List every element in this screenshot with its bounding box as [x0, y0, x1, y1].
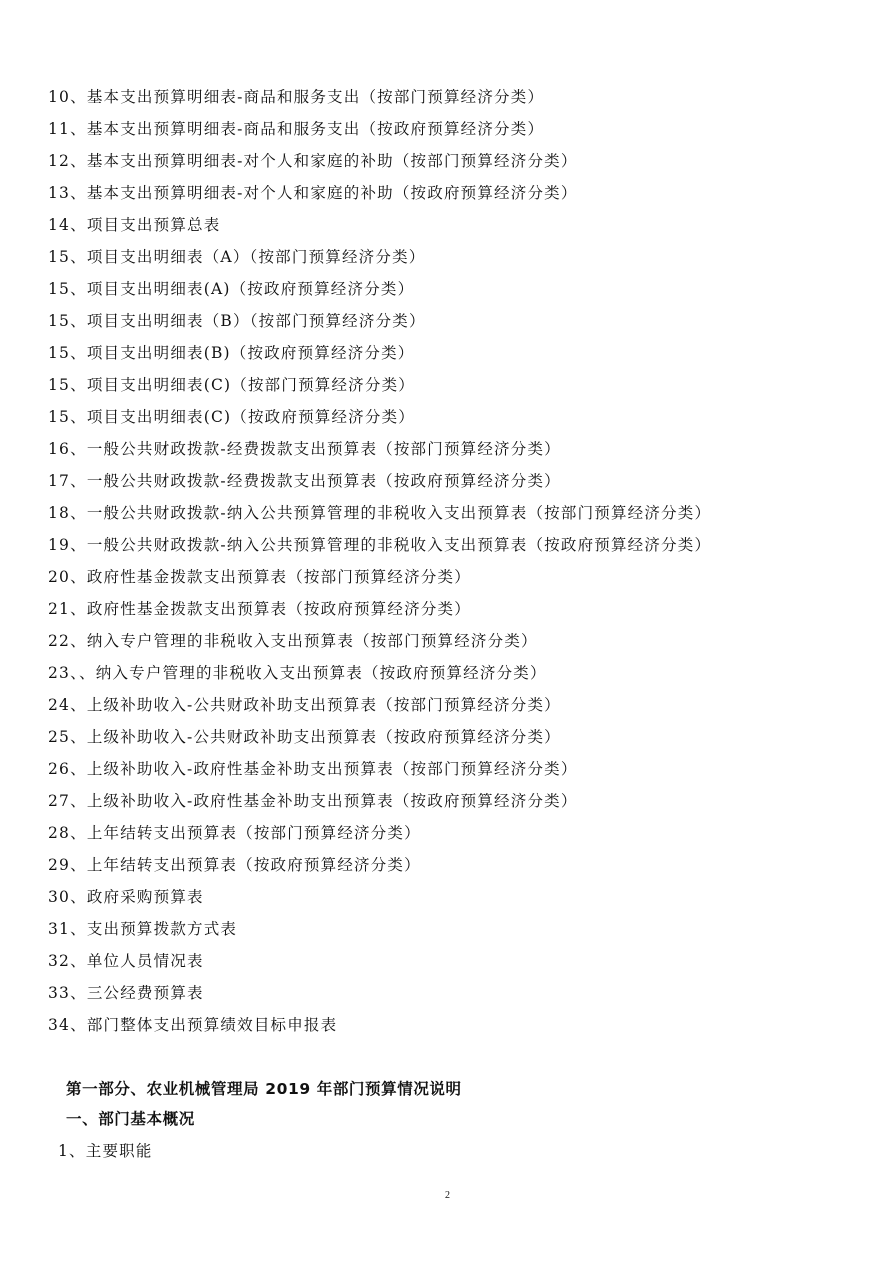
- toc-item: 12、基本支出预算明细表-对个人和家庭的补助（按部门预算经济分类）: [48, 152, 578, 170]
- toc-item: 29、上年结转支出预算表（按政府预算经济分类）: [48, 856, 421, 874]
- section-part-one: [58, 1076, 462, 1168]
- subsection-title: 一、部门基本概况: [66, 1110, 195, 1128]
- toc-item: 15、项目支出明细表(A)（按政府预算经济分类）: [48, 280, 415, 298]
- toc-item: 15、项目支出明细表（B）（按部门预算经济分类）: [48, 312, 426, 330]
- toc-item: 23、、纳入专户管理的非税收入支出预算表（按政府预算经济分类）: [48, 664, 547, 682]
- toc-item: 34、部门整体支出预算绩效目标申报表: [48, 1016, 338, 1034]
- toc-item: 21、政府性基金拨款支出预算表（按政府预算经济分类）: [48, 600, 471, 618]
- toc-item: 25、上级补助收入-公共财政补助支出预算表（按政府预算经济分类）: [48, 728, 561, 746]
- toc-item: 32、单位人员情况表: [48, 952, 204, 970]
- section-title: 第一部分、农业机械管理局 2019 年部门预算情况说明: [66, 1080, 462, 1098]
- toc-item: 31、支出预算拨款方式表: [48, 920, 238, 938]
- table-of-contents: [48, 84, 711, 1044]
- toc-item: 15、项目支出明细表(B)（按政府预算经济分类）: [48, 344, 415, 362]
- toc-item: 16、一般公共财政拨款-经费拨款支出预算表（按部门预算经济分类）: [48, 440, 561, 458]
- toc-item: 20、政府性基金拨款支出预算表（按部门预算经济分类）: [48, 568, 471, 586]
- item-title: 1、主要职能: [58, 1142, 153, 1160]
- toc-item: 19、一般公共财政拨款-纳入公共预算管理的非税收入支出预算表（按政府预算经济分类）: [48, 536, 712, 554]
- toc-item: 28、上年结转支出预算表（按部门预算经济分类）: [48, 824, 421, 842]
- toc-item: 10、基本支出预算明细表-商品和服务支出（按部门预算经济分类）: [48, 88, 545, 106]
- toc-item: 14、项目支出预算总表: [48, 216, 221, 234]
- toc-item: 11、基本支出预算明细表-商品和服务支出（按政府预算经济分类）: [48, 120, 545, 138]
- toc-item: 15、项目支出明细表（A）（按部门预算经济分类）: [48, 248, 426, 266]
- toc-item: 13、基本支出预算明细表-对个人和家庭的补助（按政府预算经济分类）: [48, 184, 578, 202]
- toc-item: 18、一般公共财政拨款-纳入公共预算管理的非税收入支出预算表（按部门预算经济分类）: [48, 504, 712, 522]
- toc-item: 33、三公经费预算表: [48, 984, 204, 1002]
- toc-item: 15、项目支出明细表(C)（按部门预算经济分类）: [48, 376, 415, 394]
- toc-item: 22、纳入专户管理的非税收入支出预算表（按部门预算经济分类）: [48, 632, 538, 650]
- toc-item: 26、上级补助收入-政府性基金补助支出预算表（按部门预算经济分类）: [48, 760, 578, 778]
- toc-item: 30、政府采购预算表: [48, 888, 204, 906]
- toc-item: 17、一般公共财政拨款-经费拨款支出预算表（按政府预算经济分类）: [48, 472, 561, 490]
- toc-item: 27、上级补助收入-政府性基金补助支出预算表（按政府预算经济分类）: [48, 792, 578, 810]
- toc-item: 24、上级补助收入-公共财政补助支出预算表（按部门预算经济分类）: [48, 696, 561, 714]
- page-number: 2: [445, 1190, 450, 1201]
- toc-item: 15、项目支出明细表(C)（按政府预算经济分类）: [48, 408, 415, 426]
